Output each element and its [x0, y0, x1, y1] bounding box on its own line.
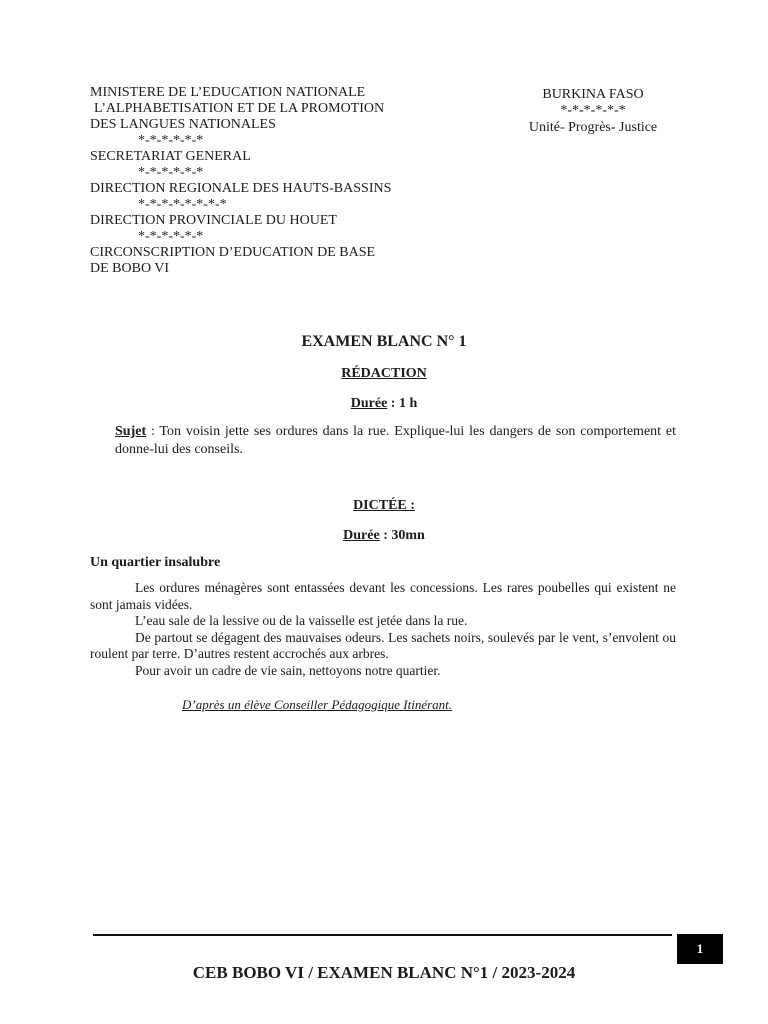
dictation-text: [90, 580, 676, 679]
redaction-duration: [0, 396, 768, 412]
exam-title: EXAMEN BLANC N° 1: [301, 333, 467, 350]
footer-rule: [93, 934, 672, 936]
dictation-paragraph: De partout se dégagent des mauvaises odeurs. Les sachets noirs, soulevés par le vent, s’envolent ou roulent par terre. D’autres restent accrochés aux arbres.: [90, 629, 676, 661]
page-number: 1: [677, 934, 723, 964]
separator-stars: *-*-*-*-*-*: [560, 103, 626, 118]
dictee-duration: [0, 528, 768, 544]
footer-text: CEB BOBO VI / EXAMEN BLANC N°1 / 2023-2024: [192, 963, 576, 982]
circonscription-line-2: DE BOBO VI: [90, 261, 170, 276]
regional-direction-line: DIRECTION REGIONALE DES HAUTS-BASSINS: [90, 181, 392, 196]
subject-text: : Ton voisin jette ses ordures dans la rue. Explique-lui les dangers de son comportement et donne-lui des conseils.: [115, 424, 676, 457]
dictation-paragraph: L’eau sale de la lessive ou de la vaisselle est jetée dans la rue.: [135, 613, 468, 628]
circonscription-line-1: CIRCONSCRIPTION D’EDUCATION DE BASE: [90, 245, 376, 260]
separator-stars: *-*-*-*-*-*: [138, 229, 204, 244]
dictee-heading-text: DICTÉE :: [353, 498, 415, 513]
dictation-paragraph: Les ordures ménagères sont entassées devant les concessions. Les rares poubelles qui existent ne sont jamais vidées.: [90, 580, 676, 612]
ministry-line-1: MINISTERE DE L’EDUCATION NATIONALE: [90, 85, 366, 100]
dictation-source: D’après un élève Conseiller Pédagogique Itinérant.: [182, 697, 453, 712]
secretariat-line: SECRETARIAT GENERAL: [90, 149, 251, 164]
country-header: [498, 85, 688, 137]
dictee-heading: [0, 498, 768, 514]
redaction-heading: [0, 366, 768, 382]
ministry-header: [90, 85, 490, 277]
national-motto: Unité- Progrès- Justice: [528, 120, 658, 135]
redaction-heading-text: RÉDACTION: [341, 366, 427, 381]
dictation-paragraph: Pour avoir un cadre de vie sain, nettoyons notre quartier.: [135, 662, 441, 678]
dictation-title: Un quartier insalubre: [90, 555, 221, 570]
separator-stars: *-*-*-*-*-*-*-*: [138, 197, 227, 212]
ministry-line-2: L’ALPHABETISATION ET DE LA PROMOTION: [94, 101, 385, 116]
ministry-line-3: DES LANGUES NATIONALES: [90, 117, 276, 132]
redaction-subject: [115, 423, 676, 459]
subject-label: Sujet: [115, 424, 147, 439]
duration-label: Durée: [350, 396, 388, 411]
duration-value: : 30mn: [379, 528, 425, 543]
provincial-direction-line: DIRECTION PROVINCIALE DU HOUET: [90, 213, 337, 228]
duration-label: Durée: [343, 528, 380, 543]
separator-stars: *-*-*-*-*-*: [138, 133, 204, 148]
duration-value: : 1 h: [387, 396, 418, 411]
separator-stars: *-*-*-*-*-*: [138, 165, 204, 180]
country-name: BURKINA FASO: [542, 87, 644, 102]
